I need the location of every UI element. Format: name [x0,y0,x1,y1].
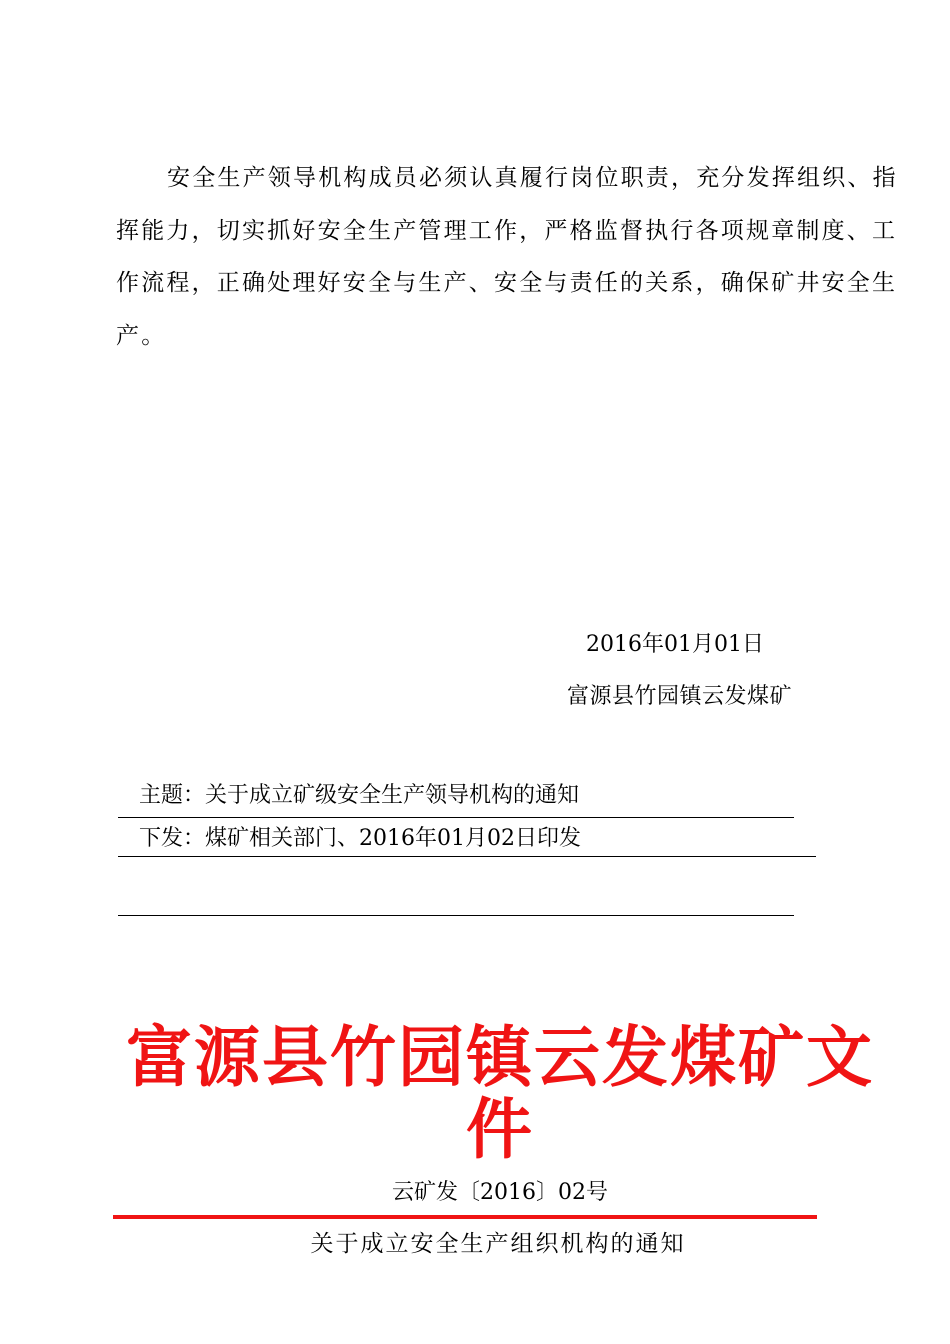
distribution-text: 下发：煤矿相关部门、2016年01月02日印发 [139,826,581,851]
signature-organization: 富源县竹园镇云发煤矿 [567,684,793,709]
document-header-title: 富源县竹园镇云发煤矿文件 [126,1019,874,1168]
signature-date: 2016年01月01日 [586,632,764,657]
subject-text: 主题：关于成立矿级安全生产领导机构的通知 [139,783,580,808]
distribution-line [118,823,816,857]
footer-divider [118,915,794,916]
document-subtitle: 关于成立安全生产组织机构的通知 [310,1231,686,1257]
body-paragraph: 安全生产领导机构成员必须认真履行岗位职责，充分发挥组织、指挥能力，切实抓好安全生产管理工作，严格监督执行各项规章制度、工作流程，正确处理好安全与生产、安全与责任的关系，确保矿井安全生产。 [116,165,898,349]
document-number: 云矿发〔2016〕02号 [392,1180,608,1205]
red-header-rule [113,1215,817,1219]
subject-line [118,778,794,818]
